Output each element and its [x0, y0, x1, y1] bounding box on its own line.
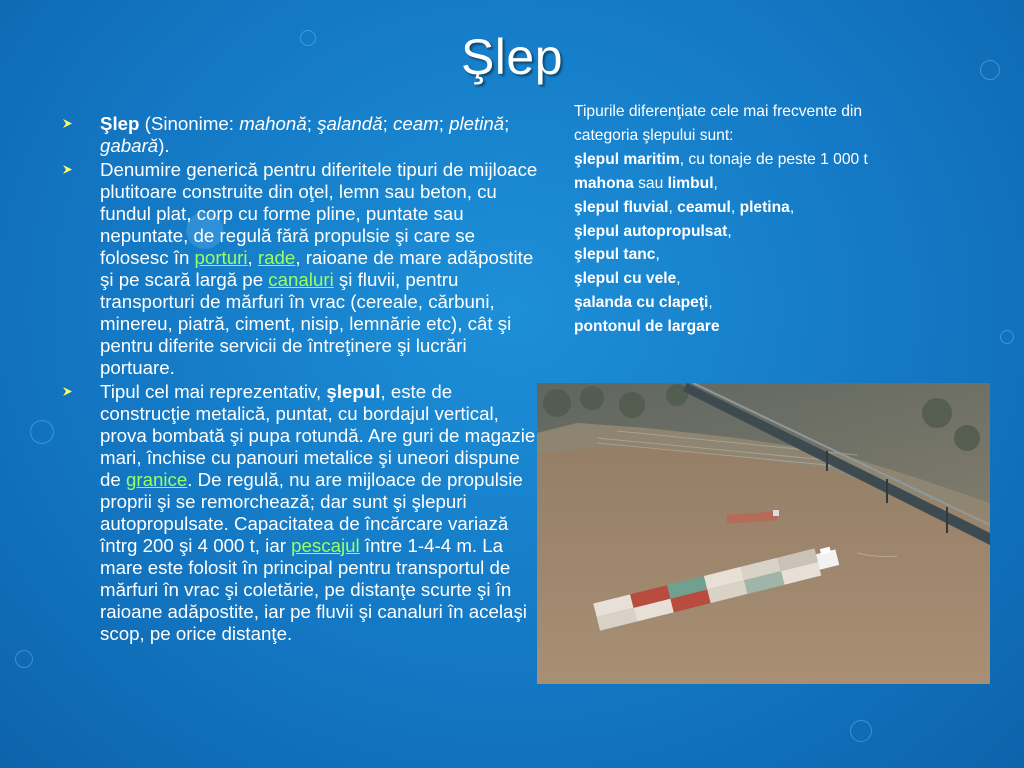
term-slep: Şlep	[100, 113, 140, 134]
type-item-cu-vele	[574, 267, 994, 291]
synonym-ceam: ceam	[392, 113, 439, 134]
text-span: ,	[708, 294, 713, 312]
type-name: şalanda cu clapeţi	[574, 294, 709, 312]
types-intro-line-1: Tipurile diferenţiate cele mai frecvente din	[574, 103, 863, 120]
link-canaluri[interactable]: canaluri	[268, 269, 334, 290]
type-item-tanc	[574, 243, 994, 267]
text-span: ,	[247, 247, 258, 268]
type-name: şlepul cu vele	[574, 270, 677, 288]
synonym-mahona: mahonă	[239, 113, 307, 134]
type-item-ponton	[574, 315, 994, 339]
arrow-bullet-icon	[62, 386, 73, 397]
term-slepul: şlepul	[326, 381, 381, 402]
text-span: ,	[676, 270, 681, 288]
text-span: ,	[668, 198, 678, 216]
type-name: şlepul maritim	[574, 150, 680, 168]
arrow-bullet-icon	[62, 164, 73, 175]
text-span: între 1-4-4 m. La mare este folosit în principal pentru transportul de mărfuri în vrac şi coletărie, pe distanţe scurte şi în raioane adăpostite, iar pe fluvii şi canaluri în acelaşi scop, pe orice distanţe.	[100, 535, 527, 644]
text-span: , raioane de mare adăpostite şi pe scară largă pe	[100, 247, 534, 290]
text-span: (Sinonime:	[139, 113, 240, 134]
type-name: şlepul fluvial	[574, 198, 669, 216]
text-span: ;	[306, 113, 318, 134]
text-span: , este de construcţie metalică, puntat, cu bordajul vertical, prova bombată şi pupa rotundă. Are guri de magazie mari, închise cu panouri metalice şi uneori dispune de	[100, 381, 536, 490]
definition-bullets	[62, 113, 538, 647]
text-span: ;	[438, 113, 450, 134]
arrow-bullet-icon	[62, 118, 73, 129]
bullet-item-representative-type	[62, 381, 538, 645]
type-name: şlepul autopropulsat	[574, 222, 728, 240]
text-span: Tipul cel mai reprezentativ,	[100, 381, 327, 402]
text-span: Denumire generică pentru diferitele tipuri de mijloace plutitoare construite din oţel, lemn sau beton, cu fundul plat, corp cu forme pline, puntate sau nepuntate, de regulă fără propulsie şi care se folosesc în	[100, 159, 538, 268]
type-name: limbul	[667, 174, 714, 192]
text-span: ,	[713, 174, 718, 192]
type-item-mahona	[574, 172, 994, 196]
text-span: , cu tonaje de peste 1 000 t	[679, 150, 868, 168]
types-intro-line-2: categoria şlepului sunt:	[574, 126, 734, 144]
barge-types-list	[574, 100, 994, 339]
type-name: şlepul tanc	[574, 246, 656, 264]
type-item-fluvial	[574, 196, 994, 220]
link-granice[interactable]: granice	[125, 469, 188, 490]
link-rade[interactable]: rade	[257, 247, 296, 268]
river-scene-illustration	[537, 383, 990, 684]
text-span: ,	[727, 222, 732, 240]
text-span: ;	[382, 113, 393, 134]
type-item-maritim	[574, 148, 994, 172]
type-name: ceamul	[677, 198, 731, 216]
type-name: pletina	[739, 198, 790, 216]
link-pescajul[interactable]: pescajul	[291, 535, 360, 556]
type-item-salanda	[574, 291, 994, 315]
synonym-salanda: şalandă	[317, 113, 383, 134]
type-item-autopropulsat	[574, 220, 994, 244]
text-span: ,	[789, 198, 795, 216]
text-span: şi fluvii, pentru transporturi de mărfuri în vrac (cereale, cărbuni, minereu, piatră, ciment, nisip, lemnărie etc), cât şi pentru diferite servicii de întreţinere şi lucrări portuare.	[100, 269, 512, 378]
bullet-item-synonyms	[62, 113, 538, 157]
type-name: pontonul de largare	[574, 318, 720, 336]
synonym-gabara: gabară	[100, 135, 159, 156]
link-porturi[interactable]: porturi	[194, 247, 248, 268]
bullet-item-definition	[62, 159, 538, 379]
slide-title: Şlep	[460, 29, 564, 85]
synonym-pletina: pletină	[449, 113, 505, 134]
text-span: ).	[158, 135, 170, 156]
text-span: ,	[655, 246, 660, 264]
text-span: . De regulă, nu are mijloace de propulsie proprii şi se remorchează; dar sunt şi şlepuri autopropulsate. Capacitatea de încărcare variază întrg 200 şi 4 000 t, iar	[100, 469, 523, 556]
text-span: sau	[633, 174, 668, 192]
text-span: ;	[504, 113, 510, 134]
barge-river-photo	[537, 383, 990, 684]
type-name: mahona	[574, 174, 634, 192]
text-span: ,	[730, 198, 740, 216]
